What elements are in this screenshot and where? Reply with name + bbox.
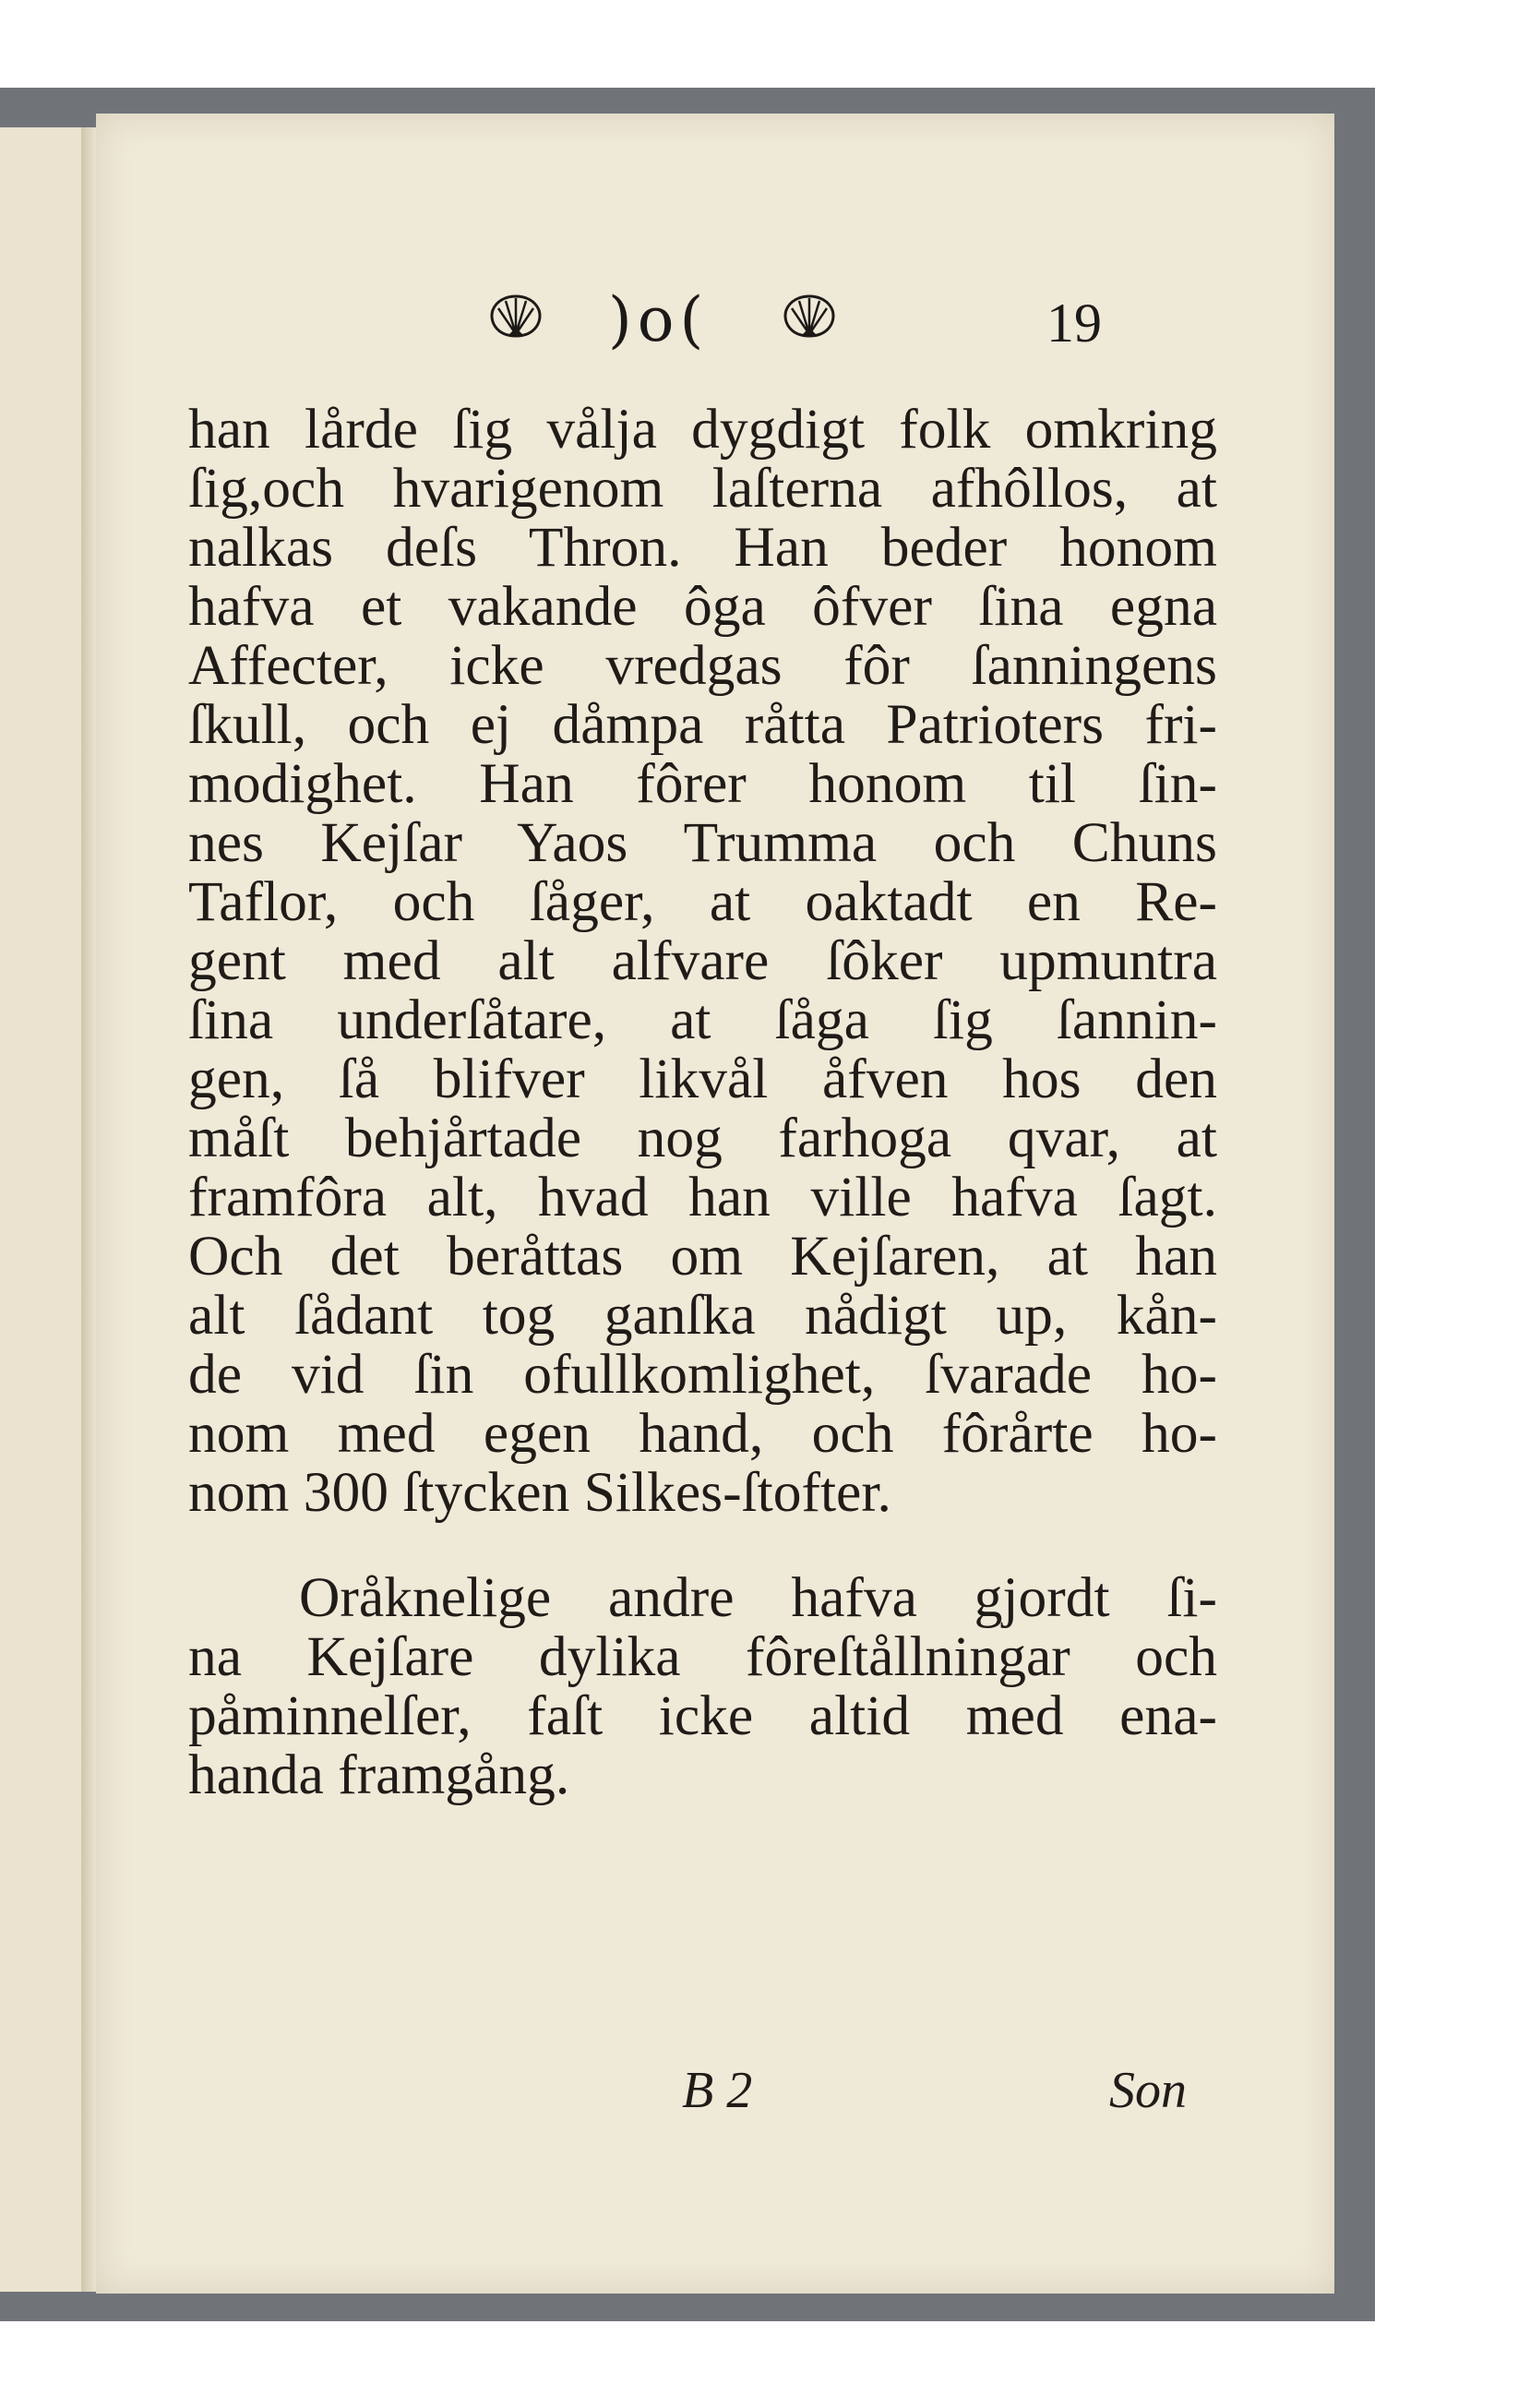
text-line: Oråknelige andre hafva gjordt ſi- [299, 1566, 1217, 1629]
text-line: modighet. Han fôrer honom til ſin- [188, 752, 1217, 815]
text-line: ſig,och hvarigenom laſterna afhôllos, at [188, 457, 1217, 520]
text-line: framfôra alt, hvad han ville hafva ſagt. [188, 1166, 1217, 1228]
text-line: han lårde ſig vålja dygdigt folk omkring [188, 398, 1217, 461]
text-line: ſina underſåtare, at ſåga ſig ſannin- [188, 988, 1217, 1051]
page-footer [188, 2061, 1194, 2126]
paragraph-1 [188, 400, 1217, 1522]
text-line: alt ſådant tog ganſka nådigt up, kån- [188, 1284, 1217, 1347]
text-line: gen, ſå blifver likvål åfven hos den [188, 1048, 1217, 1110]
text-line: handa framgång. [188, 1743, 570, 1806]
shell-ornament-icon [485, 294, 546, 340]
running-head: )o( [608, 284, 710, 355]
text-line: Och det beråttas om Kejſaren, at han [188, 1225, 1217, 1288]
paragraph-2 [188, 1568, 1217, 1804]
text-line: na Kejſare dylika fôreſtållningar och [188, 1625, 1217, 1688]
text-line: måſt behjårtade nog farhoga qvar, at [188, 1107, 1217, 1169]
text-line: de vid ſin ofullkomlighet, ſvarade ho- [188, 1343, 1217, 1406]
text-line: nom 300 ſtycken Silkes-ſtofter. [188, 1461, 891, 1524]
text-line: påminnelſer, faſt icke altid med ena- [188, 1684, 1217, 1747]
text-line: gent med alt alfvare ſôker upmuntra [188, 929, 1217, 992]
text-line: hafva et vakande ôga ôfver ſina egna [188, 575, 1217, 638]
text-line: nom med egen hand, och fôrårte ho- [188, 1402, 1217, 1465]
shell-ornament-icon [779, 294, 840, 340]
page-header [96, 284, 1334, 358]
book-page [96, 114, 1334, 2294]
catchword: Son [1109, 2062, 1187, 2119]
signature-mark: B 2 [682, 2062, 753, 2119]
text-line: nes Kejſar Yaos Trumma och Chuns [188, 811, 1217, 874]
body-text [188, 400, 1217, 1804]
facing-page-edge [0, 127, 84, 2292]
text-line: nalkas deſs Thron. Han beder honom [188, 516, 1217, 579]
page-number: 19 [1046, 293, 1102, 353]
text-line: Affecter, icke vredgas fôr ſanningens [188, 634, 1217, 697]
text-line: ſkull, och ej dåmpa råtta Patrioters fri- [188, 693, 1217, 756]
text-line: Taflor, och ſåger, at oaktadt en Re- [188, 870, 1217, 933]
